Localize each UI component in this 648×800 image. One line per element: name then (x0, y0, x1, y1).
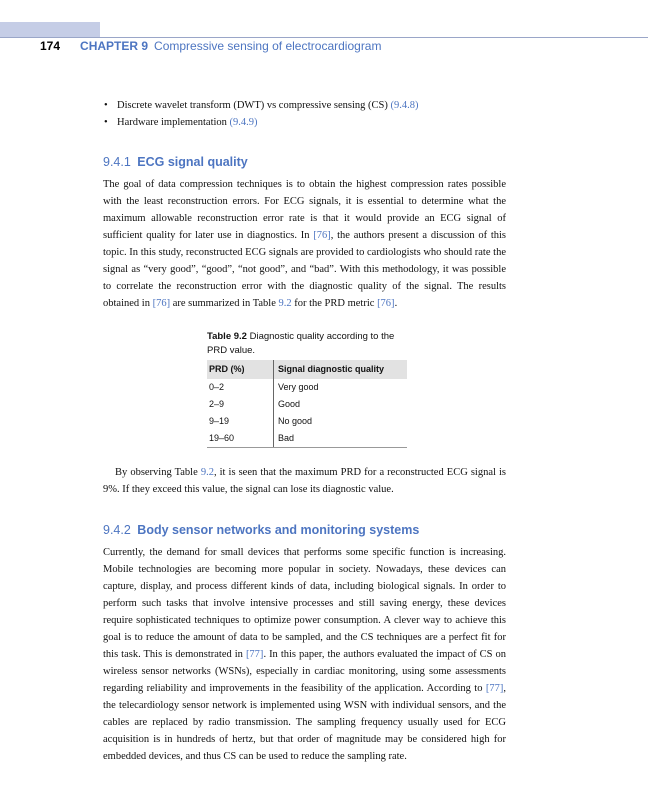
paragraph: Currently, the demand for small devices that performs some specific function is increasing. Mobile technologies are becoming more popular in society. Nowadays, these devices can capture, display, and process different kinds of data, including biological signals. In order to perform such tasks that involve intensive processes and still saving energy, these devices require sophisticated techniques to optimize power consumption. A clever way to achieve this goal is to reduce the amount of data to be sampled, and the CS techniques are a perfect fit for this task. This is demonstrated in [77]. In this paper, the authors evaluated the impact of CS on wireless sensor networks (WSNs), especially in cardiac monitoring, using some assessments regarding reliability and improvements in the feasibility of the application. According to [77], the telecardiology sensor network is implemented using WSN with individual sensors, and the cables are replaced by radio transmission. The sampling frequency usually used for ECG acquisition is in hundreds of hertz, but that order of magnitude may be considered high for embedded devices, and thus CS can be used to reduce the sampling rate. (103, 547, 506, 762)
chapter-title: Compressive sensing of electrocardiogram (154, 39, 382, 53)
section-title: Body sensor networks and monitoring systems (137, 523, 420, 537)
section-title: ECG signal quality (137, 155, 248, 169)
column-header-quality: Signal diagnostic quality (274, 360, 408, 379)
section-number: 9.4.1 (103, 155, 131, 169)
bullet-list (103, 97, 506, 131)
table-cell: Bad (274, 430, 408, 448)
page-body (103, 97, 506, 765)
section-link[interactable]: (9.4.8) (390, 100, 419, 111)
table-caption (207, 330, 407, 358)
table-cell: 0–2 (209, 382, 225, 392)
table-link[interactable]: 9.2 (200, 467, 214, 478)
section-heading-ecg-signal-quality (103, 154, 506, 170)
table-cell: Good (274, 396, 408, 413)
header-color-bar (0, 22, 100, 37)
citation-link[interactable]: [76] (313, 230, 331, 241)
list-item-text: Hardware implementation (117, 117, 230, 128)
table-row (207, 379, 407, 396)
table-row (207, 430, 407, 448)
table-cell: 19–60 (207, 430, 274, 448)
table-row (207, 396, 407, 413)
table-cell: 9–19 (209, 416, 230, 426)
citation-link[interactable]: [76] (152, 298, 171, 309)
section-link[interactable]: (9.4.9) (229, 117, 258, 128)
table-cell: Very good (274, 379, 408, 396)
chapter-label: CHAPTER 9 (80, 39, 149, 53)
list-item (103, 114, 506, 131)
page-number: 174 (40, 39, 61, 53)
citation-link[interactable]: [77] (485, 683, 504, 694)
table-cell: No good (274, 413, 408, 430)
column-header-prd: PRD (%) (207, 360, 274, 379)
citation-link[interactable]: [76] (377, 298, 395, 309)
list-item (103, 97, 506, 114)
table-caption-text: Diagnostic quality according to the PRD value. (207, 331, 395, 356)
section-heading-body-sensor-networks (103, 522, 506, 538)
table-9-2 (207, 330, 407, 448)
table-cell: 2–9 (209, 399, 225, 409)
running-head (40, 38, 381, 54)
table-link[interactable]: 9.2 (278, 298, 292, 309)
paragraph: By observing Table 9.2, it is seen that the maximum PRD for a reconstructed ECG signal is 9%. If they exceed this value, the signal can lose its diagnostic value. (103, 467, 506, 495)
citation-link[interactable]: [77] (245, 649, 264, 660)
paragraph: The goal of data compression techniques is to obtain the highest compression rates possible with the least reconstruction errors. For ECG signals, it is essential to determine what the maximum allowable reconstruction error rate is that it would provide an ECG signal of sufficient quality for later use in diagnostics. In [76], the authors present a discussion of this topic. In this study, reconstructed ECG signals are provided to cardiologists who should rate the signal as “very good”, “good”, “not good”, and “bad”. With this methodology, it was possible to correlate the reconstruction error with the diagnostic quality of the signal. The results obtained in [76] are summarized in Table 9.2 for the PRD metric [76]. (103, 179, 506, 309)
table-header-row (207, 360, 407, 379)
quality-table (207, 360, 407, 448)
table-row (207, 413, 407, 430)
list-item-text: Discrete wavelet transform (DWT) vs compressive sensing (CS) (117, 100, 391, 111)
table-label: Table 9.2 (207, 331, 247, 342)
section-number: 9.4.2 (103, 523, 131, 537)
